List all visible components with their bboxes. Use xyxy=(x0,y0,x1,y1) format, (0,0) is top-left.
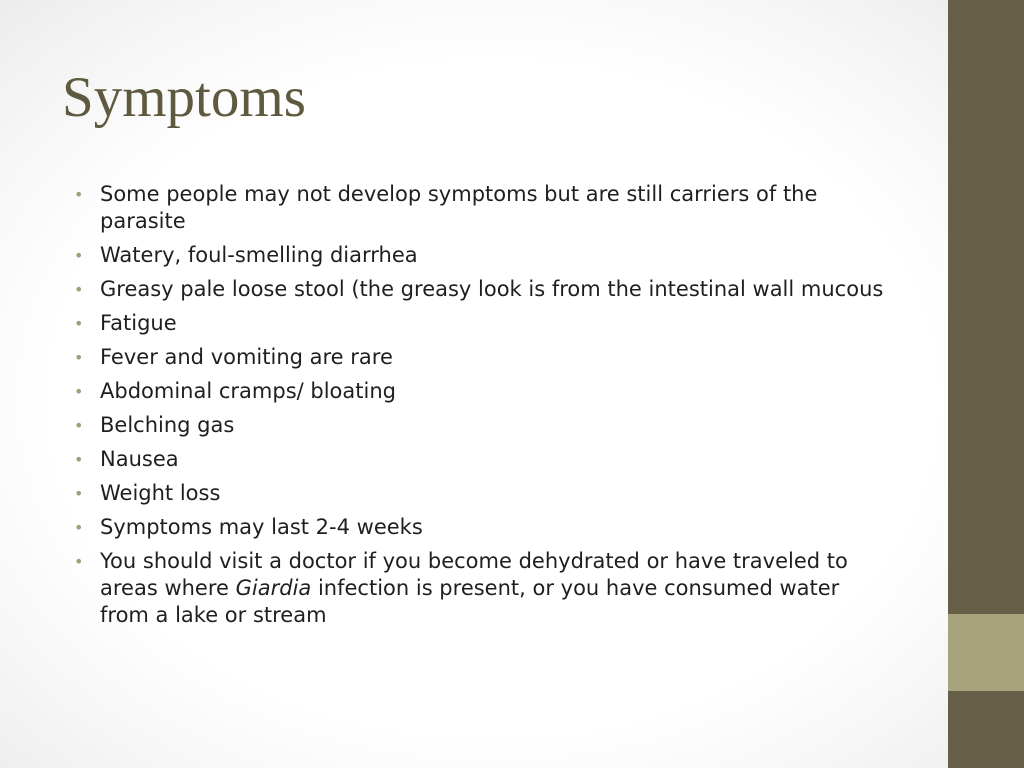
list-item-text: Fatigue xyxy=(100,311,177,335)
list-item-text: Symptoms may last 2-4 weeks xyxy=(100,515,423,539)
bullet-dot-icon: • xyxy=(74,280,84,299)
list-item-text: Greasy pale loose stool (the greasy look is from the intestinal wall mucous xyxy=(100,277,884,301)
bullet-dot-icon: • xyxy=(74,450,84,469)
bullet-dot-icon: • xyxy=(74,416,84,435)
bullet-dot-icon: • xyxy=(74,348,84,367)
giardia-italic-term: Giardia xyxy=(235,576,312,600)
list-item-text: Fever and vomiting are rare xyxy=(100,345,393,369)
bullet-dot-icon: • xyxy=(74,382,84,401)
bullet-dot-icon: • xyxy=(74,484,84,503)
list-item-text-before: You should visit a doctor if you become dehydrated or have traveled to areas where xyxy=(100,549,848,600)
list-item xyxy=(74,310,894,337)
list-item-text: Weight loss xyxy=(100,481,221,505)
list-item-text: Belching gas xyxy=(100,413,235,437)
list-item xyxy=(74,181,894,235)
list-item xyxy=(74,412,894,439)
bullet-dot-icon: • xyxy=(74,552,84,571)
bullet-dot-icon: • xyxy=(74,314,84,333)
bullet-dot-icon: • xyxy=(74,185,84,204)
list-item-text: Nausea xyxy=(100,447,179,471)
bullet-dot-icon: • xyxy=(74,518,84,537)
list-item xyxy=(74,242,894,269)
list-item xyxy=(74,514,894,541)
slide-title: Symptoms xyxy=(62,66,306,129)
list-item-text: Watery, foul-smelling diarrhea xyxy=(100,243,418,267)
list-item-text: Some people may not develop symptoms but are still carriers of the parasite xyxy=(100,182,818,233)
list-item xyxy=(74,548,894,629)
bullet-dot-icon: • xyxy=(74,246,84,265)
list-item xyxy=(74,378,894,405)
list-item xyxy=(74,480,894,507)
symptom-list xyxy=(74,181,894,636)
list-item-text: Abdominal cramps/ bloating xyxy=(100,379,396,403)
side-bar-accent-block xyxy=(948,614,1024,691)
list-item xyxy=(74,446,894,473)
list-item-text-after: infection is present, or you have consumed water from a lake or stream xyxy=(100,576,840,627)
list-item xyxy=(74,344,894,371)
list-item xyxy=(74,276,894,303)
